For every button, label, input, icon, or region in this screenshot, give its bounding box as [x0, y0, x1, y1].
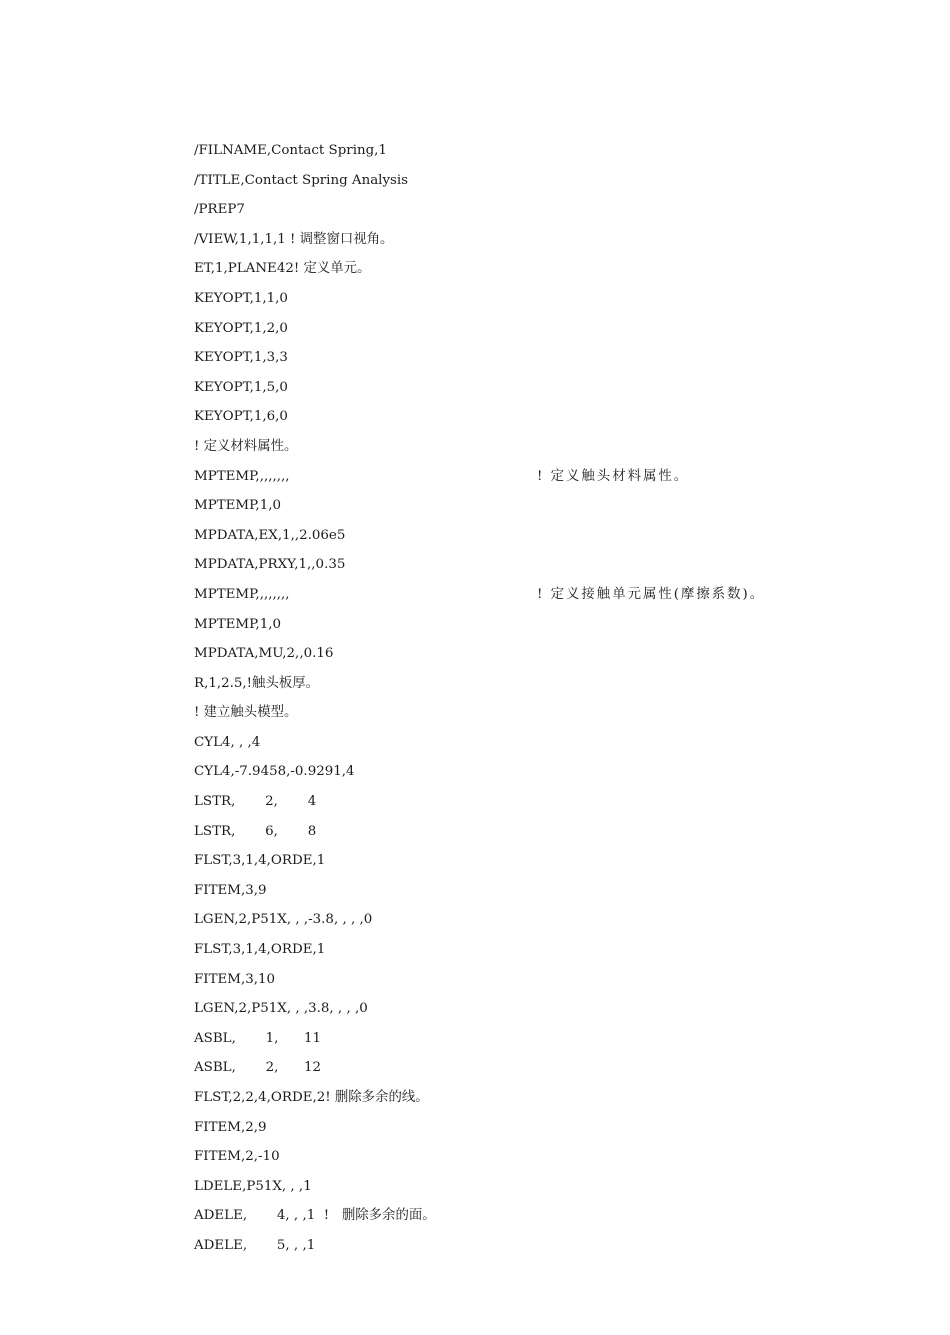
code-command: KEYOPT,1,1,0 [194, 290, 288, 306]
code-command: /PREP7 [194, 202, 245, 218]
code-command: /VIEW,1,1,1,1 ! 调整窗口视角。 [194, 231, 394, 247]
code-command: FITEM,2,-10 [194, 1149, 280, 1165]
code-command: FLST,2,2,4,ORDE,2! 删除多余的线。 [194, 1090, 429, 1105]
code-command: LDELE,P51X, , ,1 [194, 1178, 312, 1194]
code-line [194, 996, 924, 1026]
code-command: KEYOPT,1,2,0 [194, 320, 288, 336]
code-command: LSTR, 2, 4 [194, 794, 317, 810]
code-command: /TITLE,Contact Spring Analysis [194, 172, 409, 188]
code-line [194, 138, 924, 168]
code-command: CYL4,-7.9458,-0.9291,4 [194, 764, 355, 780]
code-line [194, 1233, 924, 1263]
code-command: KEYOPT,1,5,0 [194, 379, 288, 395]
code-command: ADELE, 4, , ,1 ! 删除多余的面。 [194, 1208, 436, 1224]
code-command: LSTR, 6, 8 [194, 823, 317, 839]
code-line [194, 1115, 924, 1145]
code-command: MPTEMP,1,0 [194, 498, 281, 514]
code-command: MPDATA,EX,1,,2.06e5 [194, 527, 346, 543]
apdl-code-listing [194, 138, 924, 1263]
code-line [194, 1144, 924, 1174]
code-line [194, 256, 924, 286]
code-command: CYL4, , ,4 [194, 734, 261, 750]
code-command: FLST,3,1,4,ORDE,1 [194, 942, 326, 958]
code-command: /FILNAME,Contact Spring,1 [194, 143, 387, 158]
code-command: FLST,3,1,4,ORDE,1 [194, 853, 326, 869]
code-line [194, 1055, 924, 1085]
code-command: ET,1,PLANE42! 定义单元。 [194, 261, 371, 277]
code-line [194, 168, 924, 198]
code-command: MPDATA,MU,2,,0.16 [194, 646, 334, 662]
code-command: FITEM,2,9 [194, 1119, 267, 1135]
code-line [194, 1203, 924, 1233]
code-command: ADELE, 5, , ,1 [194, 1237, 316, 1253]
code-line [194, 819, 924, 849]
code-command: KEYOPT,1,6,0 [194, 409, 288, 425]
code-line [194, 404, 924, 434]
code-line [194, 848, 924, 878]
code-line [194, 286, 924, 316]
code-line [194, 700, 924, 730]
code-command: ASBL, 1, 11 [194, 1030, 321, 1046]
code-line [194, 878, 924, 908]
code-command: LGEN,2,P51X, , ,-3.8, , , ,0 [194, 912, 373, 928]
code-line [194, 612, 924, 642]
code-command: ASBL, 2, 12 [194, 1060, 321, 1076]
code-line [194, 316, 924, 346]
code-command: ! 定义材料属性。 [194, 438, 298, 454]
code-line [194, 582, 924, 612]
code-line [194, 345, 924, 375]
code-line [194, 464, 924, 494]
code-line [194, 1174, 924, 1204]
code-line [194, 759, 924, 789]
code-line [194, 523, 924, 553]
code-command: MPTEMP,,,,,,,, [194, 586, 290, 602]
code-line [194, 434, 924, 464]
code-line [194, 197, 924, 227]
code-line [194, 552, 924, 582]
code-line [194, 671, 924, 701]
code-line [194, 907, 924, 937]
code-line [194, 227, 924, 257]
code-comment: ! 定义触头材料属性。 [537, 468, 690, 484]
code-command: MPTEMP,,,,,,,, [194, 468, 290, 484]
code-command: R,1,2.5,!触头板厚。 [194, 675, 320, 691]
code-command: ! 建立触头模型。 [194, 705, 298, 721]
code-command: KEYOPT,1,3,3 [194, 350, 288, 366]
code-command: MPTEMP,1,0 [194, 616, 281, 632]
code-line [194, 493, 924, 523]
code-command: MPDATA,PRXY,1,,0.35 [194, 557, 346, 573]
code-line [194, 1026, 924, 1056]
code-command: FITEM,3,10 [194, 971, 276, 987]
code-line [194, 937, 924, 967]
code-command: FITEM,3,9 [194, 882, 267, 898]
code-line [194, 730, 924, 760]
code-command: LGEN,2,P51X, , ,3.8, , , ,0 [194, 1001, 368, 1017]
code-line [194, 641, 924, 671]
code-line [194, 967, 924, 997]
code-line [194, 375, 924, 405]
code-comment: ! 定义接触单元属性(摩擦系数)。 [537, 586, 766, 602]
code-line [194, 1085, 924, 1115]
code-line [194, 789, 924, 819]
